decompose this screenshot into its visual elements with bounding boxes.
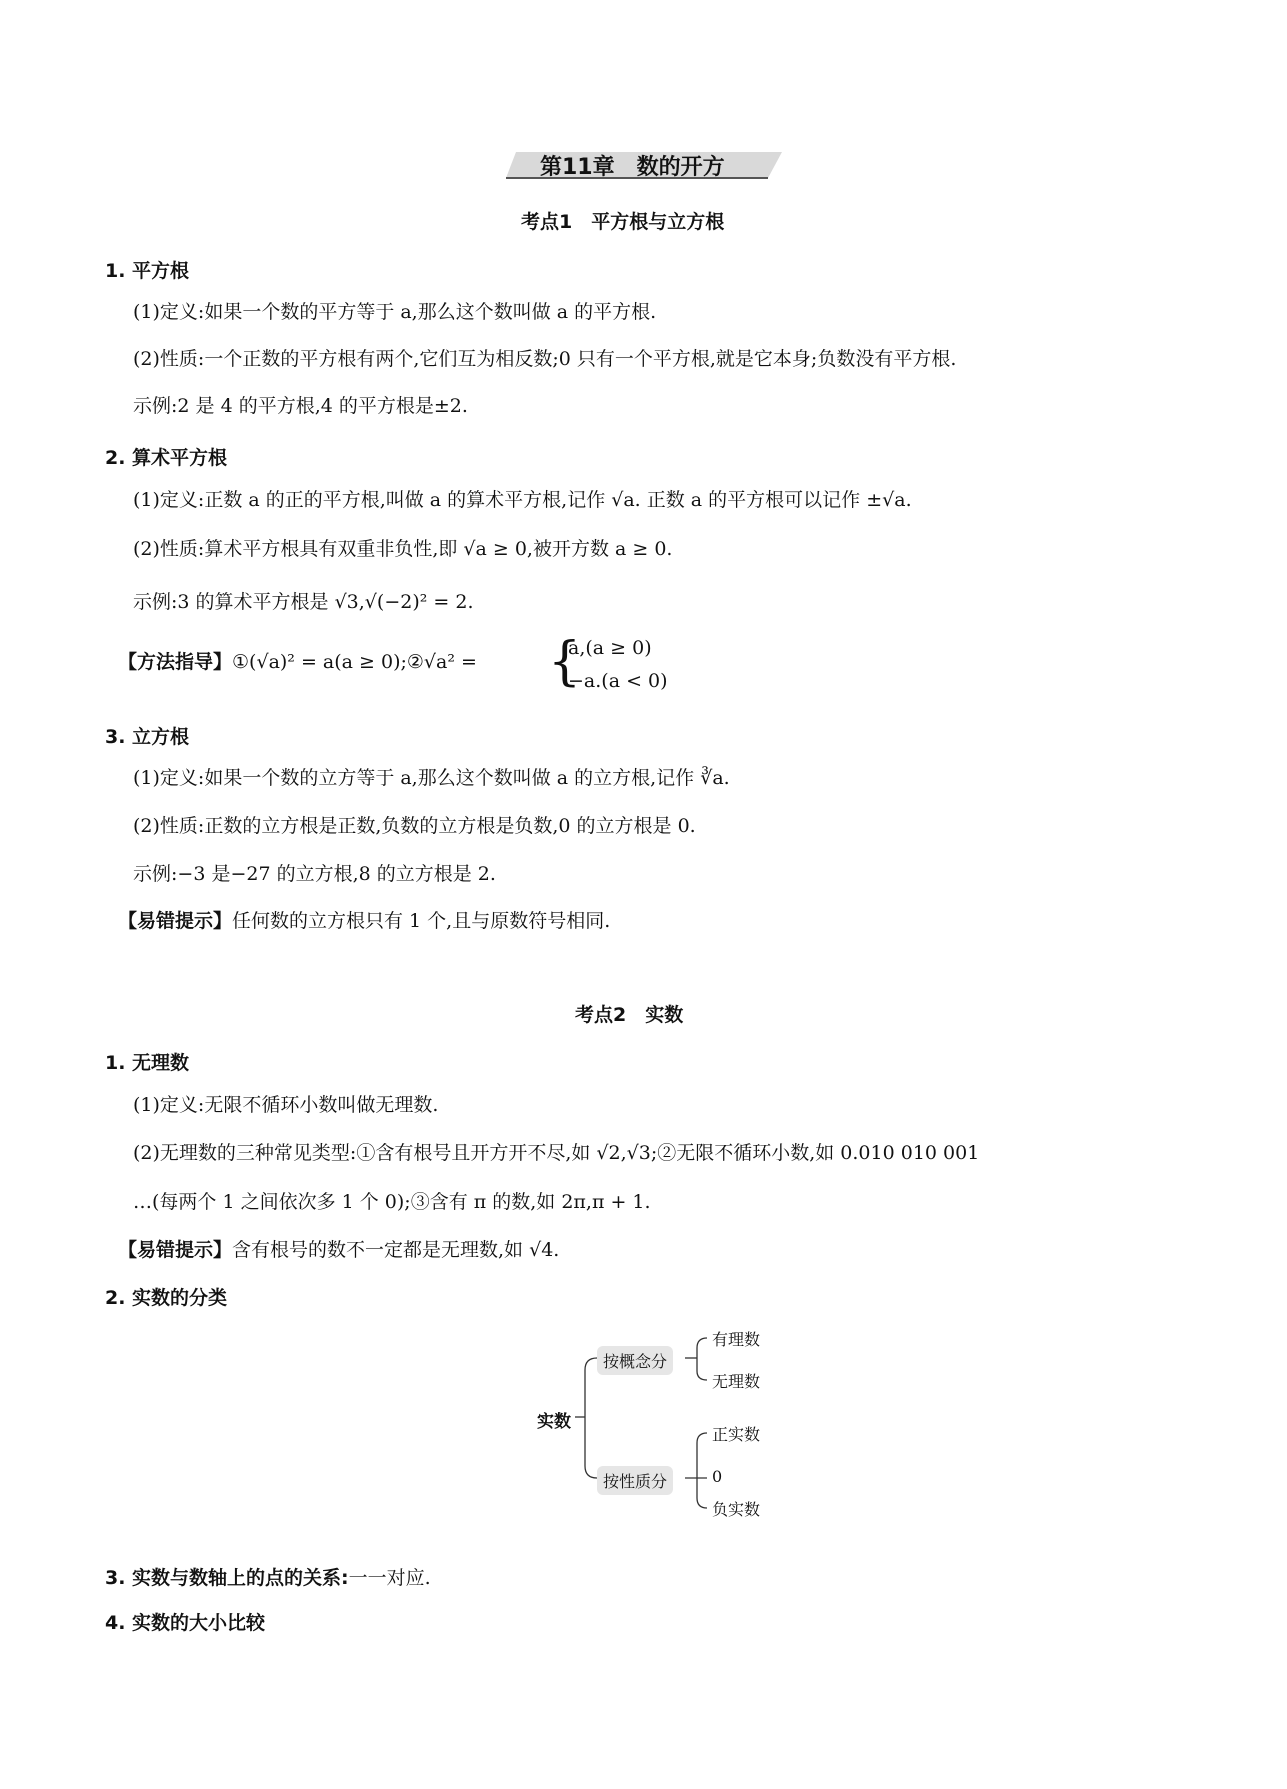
section-text: 一一对应. [348,1567,431,1589]
tip-text: 任何数的立方根只有 1 个,且与原数符号相同. [232,910,611,932]
section-title: 1. 无理数 [105,1052,190,1074]
text-line: (1)定义:无限不循环小数叫做无理数. [133,1094,439,1116]
tip-line [118,909,610,933]
case-line-1: a,(a ≥ 0) [568,637,652,659]
text-line: (1)定义:如果一个数的平方等于 a,那么这个数叫做 a 的平方根. [133,301,657,323]
chapter-title: 第11章 数的开方 [540,155,725,180]
tree-leaf: 负实数 [712,1500,761,1519]
method-tag: 【方法指导】 [118,651,233,673]
section-title: 3. 立方根 [105,726,190,748]
case-line-2: −a.(a < 0) [568,670,668,692]
text-line: (2)无理数的三种常见类型:①含有根号且开方开不尽,如 √2,√3;②无限不循环小数,如 0.010 010 001 [133,1142,980,1164]
tree-leaf: 正实数 [712,1425,761,1444]
text-line: (1)定义:正数 a 的正的平方根,叫做 a 的算术平方根,记作 √a. 正数 a 的平方根可以记作 ±√a. [133,489,912,511]
tree-leaf: 有理数 [712,1330,761,1349]
tip-tag: 【易错提示】 [118,910,233,932]
text-line: 示例:2 是 4 的平方根,4 的平方根是±2. [133,395,468,417]
brace-icon: { [548,632,582,692]
text-line: 示例:3 的算术平方根是 √3,√(−2)² = 2. [133,591,474,613]
tip-line [118,1238,559,1262]
classification-tree [525,1318,785,1538]
tree-root: 实数 [537,1412,571,1432]
tree-branch-property: 按性质分 [597,1466,673,1495]
text-line: 示例:−3 是−27 的立方根,8 的立方根是 2. [133,863,496,885]
tip-tag: 【易错提示】 [118,1239,233,1261]
section-title: 3. 实数与数轴上的点的关系: [105,1567,349,1589]
chapter-banner [506,148,782,182]
text-line: (2)性质:一个正数的平方根有两个,它们互为相反数;0 只有一个平方根,就是它本身;负数没有平方根. [133,348,957,370]
tip-text: 含有根号的数不一定都是无理数,如 √4. [232,1239,560,1261]
text-line: …(每两个 1 之间依次多 1 个 0);③含有 π 的数,如 2π,π + 1. [133,1191,651,1213]
kaodian1-title: 考点1 平方根与立方根 [521,211,725,233]
section-title: 2. 算术平方根 [105,447,228,469]
section-line [105,1563,431,1590]
method-guide [118,650,477,674]
section-title: 2. 实数的分类 [105,1287,228,1309]
method-text: ①(√a)² = a(a ≥ 0);②√a² = [232,651,477,673]
text-line: (1)定义:如果一个数的立方等于 a,那么这个数叫做 a 的立方根,记作 ∛a. [133,767,730,789]
kaodian2-title: 考点2 实数 [575,1004,684,1026]
tree-branch-concept: 按概念分 [597,1346,673,1375]
tree-leaf: 0 [712,1467,723,1486]
text-line: (2)性质:正数的立方根是正数,负数的立方根是负数,0 的立方根是 0. [133,815,696,837]
section-title: 4. 实数的大小比较 [105,1612,266,1634]
text-line: (2)性质:算术平方根具有双重非负性,即 √a ≥ 0,被开方数 a ≥ 0. [133,538,673,560]
section-title: 1. 平方根 [105,260,190,282]
tree-leaf: 无理数 [712,1372,761,1391]
